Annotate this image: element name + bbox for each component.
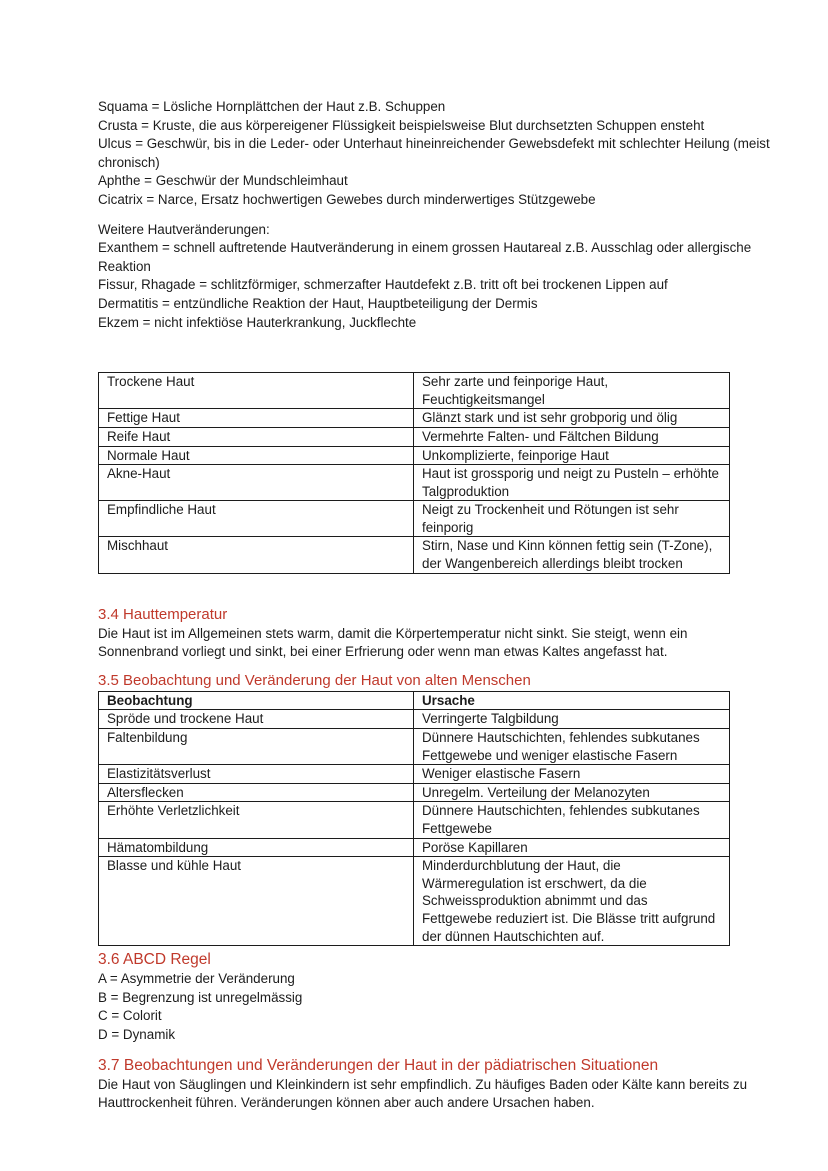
- definitions-block: [98, 98, 770, 210]
- further-changes-title: Weitere Hautveränderungen:: [98, 221, 270, 237]
- skin-types-table: [98, 372, 730, 574]
- cause-cell: Poröse Kapillaren: [414, 838, 730, 857]
- table-row: [99, 465, 730, 501]
- section-pediatric-skin: [98, 1056, 748, 1113]
- paragraph-line: Die Haut von Säuglingen und Kleinkindern ist sehr empfindlich. Zu häufiges Baden oder Kälte kann bereits zu: [98, 1076, 748, 1092]
- table-row: [99, 783, 730, 802]
- observation-cell: Altersflecken: [99, 783, 414, 802]
- skin-desc-cell: Unkomplizierte, feinporige Haut: [414, 446, 730, 465]
- definition-line: chronisch): [98, 154, 160, 170]
- cause-cell: Weniger elastische Fasern: [414, 765, 730, 784]
- cause-cell: Unregelm. Verteilung der Melanozyten: [414, 783, 730, 802]
- column-header-cause: Ursache: [414, 691, 730, 710]
- table-row: [99, 373, 730, 409]
- further-change-line: Reaktion: [98, 258, 151, 274]
- skin-type-cell: Empfindliche Haut: [99, 501, 414, 537]
- table-row: [99, 446, 730, 465]
- further-change-line: Ekzem = nicht infektiöse Hauterkrankung, Juckflechte: [98, 314, 417, 330]
- section-elderly-skin: [98, 671, 733, 946]
- table-row: [99, 537, 730, 573]
- observation-cell: Elastizitätsverlust: [99, 765, 414, 784]
- rule-line: C = Colorit: [98, 1008, 162, 1024]
- section-heading: 3.4 Hauttemperatur: [98, 605, 228, 623]
- paragraph-line: Hauttrockenheit führen. Veränderungen können aber auch andere Ursachen haben.: [98, 1095, 595, 1111]
- definition-line: Crusta = Kruste, die aus körpereigener Flüssigkeit beispielsweise Blut durchsetzten Schuppen ensteht: [98, 117, 705, 133]
- definition-line: Squama = Lösliche Hornplättchen der Haut z.B. Schuppen: [98, 99, 446, 114]
- skin-type-cell: Mischhaut: [99, 537, 414, 573]
- skin-type-cell: Reife Haut: [99, 427, 414, 446]
- skin-type-cell: Fettige Haut: [99, 409, 414, 428]
- rule-line: D = Dynamik: [98, 1026, 176, 1042]
- rule-line: B = Begrenzung ist unregelmässig: [98, 989, 303, 1005]
- rule-line: A = Asymmetrie der Veränderung: [98, 971, 295, 987]
- observation-cell: Hämatombildung: [99, 838, 414, 857]
- table-row: [99, 409, 730, 428]
- table-row: [99, 765, 730, 784]
- section-heading: 3.5 Beobachtung und Veränderung der Haut von alten Menschen: [98, 671, 531, 689]
- section-heading: 3.7 Beobachtungen und Veränderungen der Haut in der pädiatrischen Situationen: [98, 1056, 659, 1074]
- skin-type-cell: Akne-Haut: [99, 465, 414, 501]
- definition-line: Ulcus = Geschwür, bis in die Leder- oder Unterhaut hineinreichender Gewebsdefekt mit schlechter Heilung (meist: [98, 136, 770, 152]
- table-header-row: [99, 691, 730, 710]
- skin-desc-cell: Glänzt stark und ist sehr grobporig und ölig: [414, 409, 730, 428]
- further-change-line: Exanthem = schnell auftretende Hautveränderung in einem grossen Hautareal z.B. Ausschlag oder allergische: [98, 240, 752, 256]
- section-heading: 3.6 ABCD Regel: [98, 951, 211, 969]
- skin-desc-cell: Vermehrte Falten- und Fältchen Bildung: [414, 427, 730, 446]
- elderly-skin-table: [98, 691, 730, 946]
- skin-desc-cell: Neigt zu Trockenheit und Rötungen ist sehr feinporig: [414, 501, 730, 537]
- skin-desc-cell: Haut ist grossporig und neigt zu Pusteln – erhöhte Talgproduktion: [414, 465, 730, 501]
- observation-cell: Erhöhte Verletzlichkeit: [99, 802, 414, 838]
- table-row: [99, 710, 730, 729]
- definition-line: Cicatrix = Narce, Ersatz hochwertigen Gewebes durch minderwertiges Stützgewebe: [98, 191, 596, 207]
- observation-cell: Blasse und kühle Haut: [99, 857, 414, 946]
- table-row: [99, 857, 730, 946]
- further-change-line: Dermatitis = entzündliche Reaktion der Haut, Hauptbeteiligung der Dermis: [98, 295, 538, 311]
- further-change-line: Fissur, Rhagade = schlitzförmiger, schmerzafter Hautdefekt z.B. tritt oft bei trockenen Lippen auf: [98, 277, 668, 293]
- table-row: [99, 427, 730, 446]
- cause-cell: Dünnere Hautschichten, fehlendes subkutanes Fettgewebe und weniger elastische Fasern: [414, 729, 730, 765]
- column-header-observation: Beobachtung: [99, 691, 414, 710]
- table-row: [99, 802, 730, 838]
- table-row: [99, 838, 730, 857]
- paragraph-line: Sonnenbrand vorliegt und sinkt, bei einer Erfrierung oder wenn man etwas Kaltes angefasst hat.: [98, 644, 668, 660]
- skin-type-cell: Trockene Haut: [99, 373, 414, 409]
- section-skin-temperature: [98, 605, 733, 662]
- table-row: [99, 501, 730, 537]
- skin-desc-cell: Sehr zarte und feinporige Haut, Feuchtigkeitsmangel: [414, 373, 730, 409]
- observation-cell: Faltenbildung: [99, 729, 414, 765]
- observation-cell: Spröde und trockene Haut: [99, 710, 414, 729]
- section-abcd-rule: [98, 950, 733, 1044]
- cause-cell: Minderdurchblutung der Haut, die Wärmeregulation ist erschwert, da die Schweissproduktion abnimmt und das Fettgewebe reduziert ist. Die Blässe tritt aufgrund der dünnen Hautschichten auf.: [414, 857, 730, 946]
- paragraph-line: Die Haut ist im Allgemeinen stets warm, damit die Körpertemperatur nicht sinkt. Sie steigt, wenn ein: [98, 625, 688, 641]
- further-changes-block: [98, 221, 752, 333]
- cause-cell: Verringerte Talgbildung: [414, 710, 730, 729]
- skin-desc-cell: Stirn, Nase und Kinn können fettig sein (T-Zone), der Wangenbereich allerdings bleibt trocken: [414, 537, 730, 573]
- document-page: [98, 98, 770, 1113]
- cause-cell: Dünnere Hautschichten, fehlendes subkutanes Fettgewebe: [414, 802, 730, 838]
- table-row: [99, 729, 730, 765]
- definition-line: Aphthe = Geschwür der Mundschleimhaut: [98, 173, 348, 189]
- skin-type-cell: Normale Haut: [99, 446, 414, 465]
